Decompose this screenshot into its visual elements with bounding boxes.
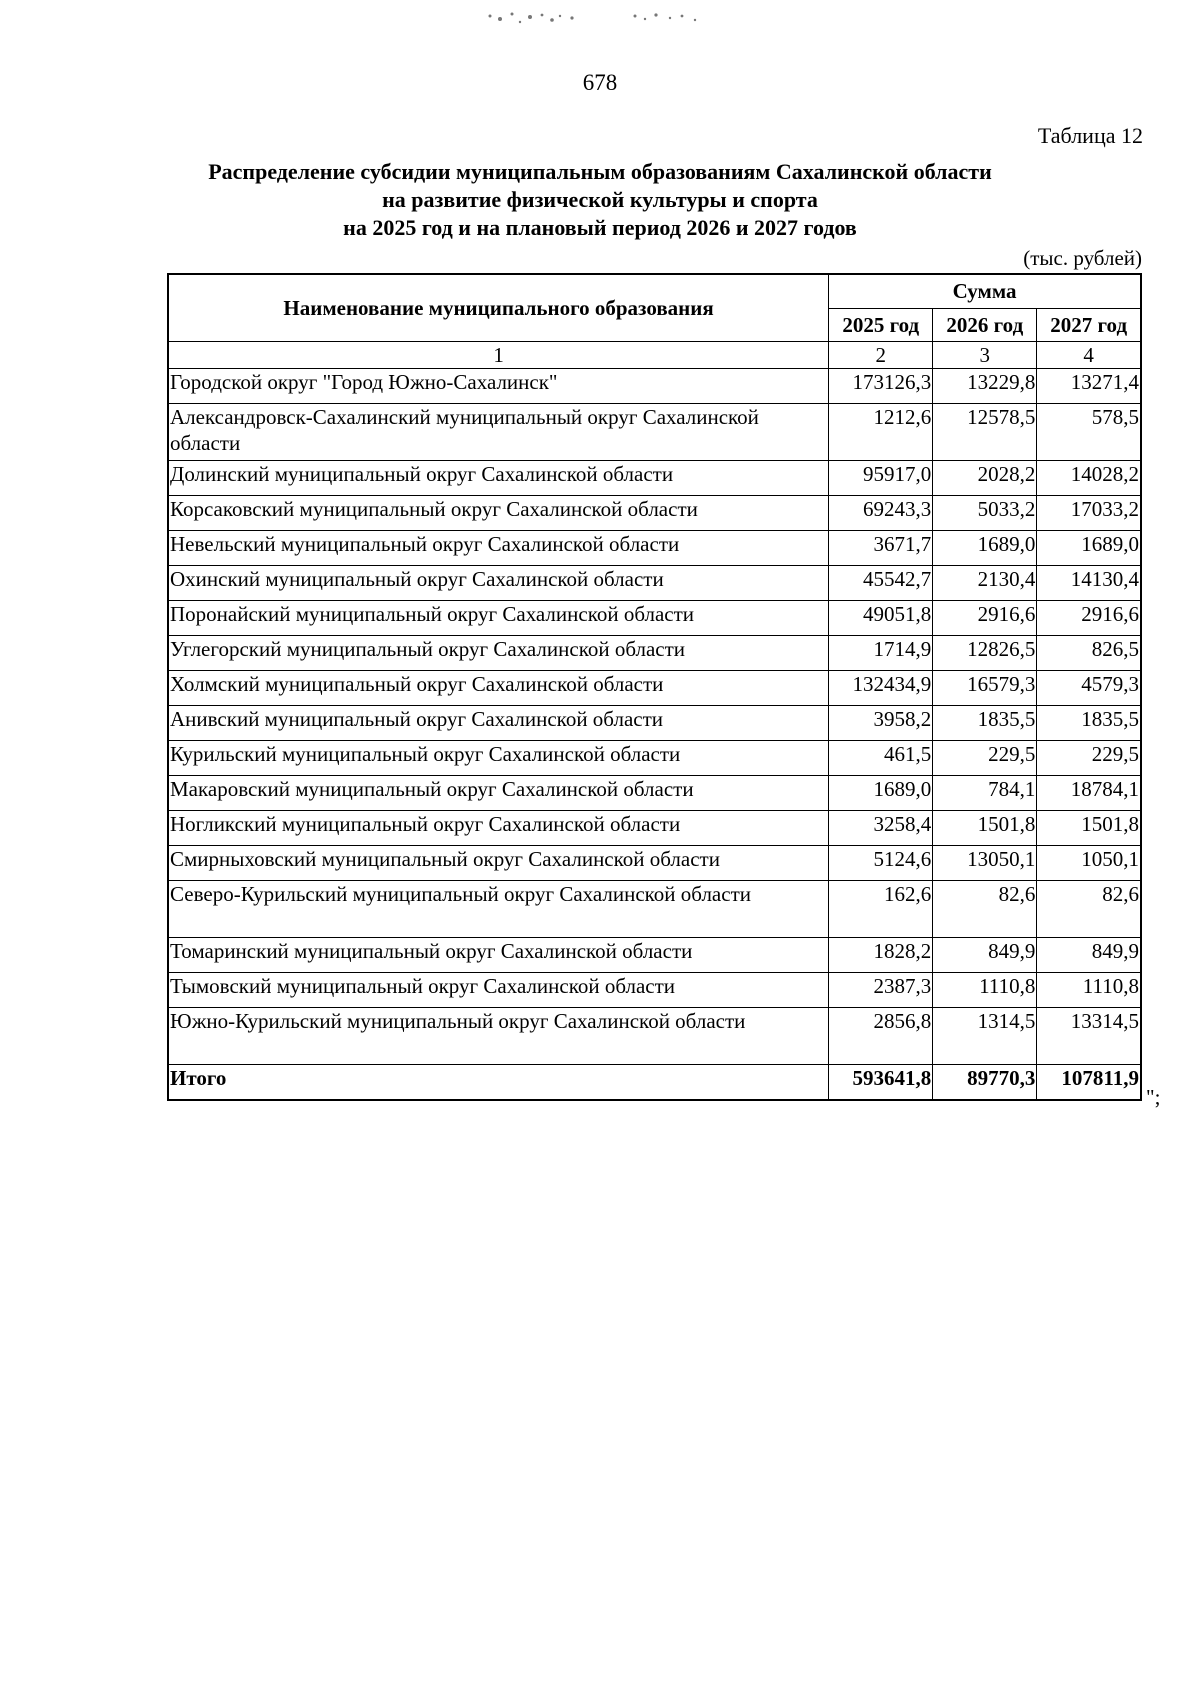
value-2027: 18784,1 — [1037, 776, 1141, 811]
header-name: Наименование муниципального образования — [168, 274, 829, 342]
value-2026: 82,6 — [933, 881, 1037, 938]
column-number: 2 — [829, 342, 933, 369]
row-name: Смирныховский муниципальный округ Сахалинской области — [168, 846, 829, 881]
value-2027: 849,9 — [1037, 938, 1141, 973]
value-2025: 3671,7 — [829, 531, 933, 566]
value-2027: 1110,8 — [1037, 973, 1141, 1008]
value-2026: 16579,3 — [933, 671, 1037, 706]
header-sum: Сумма — [829, 274, 1141, 308]
value-2027: 1689,0 — [1037, 531, 1141, 566]
value-2026: 1110,8 — [933, 973, 1037, 1008]
row-name: Макаровский муниципальный округ Сахалинской области — [168, 776, 829, 811]
row-name: Поронайский муниципальный округ Сахалинской области — [168, 601, 829, 636]
value-2026: 1689,0 — [933, 531, 1037, 566]
value-2026: 13050,1 — [933, 846, 1037, 881]
title-line-2: на развитие физической культуры и спорта — [382, 187, 818, 212]
row-name: Корсаковский муниципальный округ Сахалинской области — [168, 496, 829, 531]
value-2026: 12578,5 — [933, 404, 1037, 461]
value-2025: 173126,3 — [829, 369, 933, 404]
table-label: Таблица 12 — [1037, 123, 1143, 148]
value-2025: 3958,2 — [829, 706, 933, 741]
value-2027: 1835,5 — [1037, 706, 1141, 741]
value-2027: 229,5 — [1037, 741, 1141, 776]
value-2027: 17033,2 — [1037, 496, 1141, 531]
subsidy-table — [167, 273, 1142, 1101]
row-name: Углегорский муниципальный округ Сахалинской области — [168, 636, 829, 671]
closing-quote: "; — [1146, 1085, 1161, 1109]
value-2025: 95917,0 — [829, 461, 933, 496]
column-number: 3 — [933, 342, 1037, 369]
title-line-1: Распределение субсидии муниципальным образованиям Сахалинской области — [208, 159, 992, 184]
value-2026: 1835,5 — [933, 706, 1037, 741]
value-2025: 2856,8 — [829, 1008, 933, 1065]
value-2027: 1501,8 — [1037, 811, 1141, 846]
value-2027: 14028,2 — [1037, 461, 1141, 496]
value-2027: 14130,4 — [1037, 566, 1141, 601]
scan-artifact — [460, 4, 740, 34]
value-2027: 82,6 — [1037, 881, 1141, 938]
value-2027: 826,5 — [1037, 636, 1141, 671]
value-2027: 1050,1 — [1037, 846, 1141, 881]
value-2026: 784,1 — [933, 776, 1037, 811]
value-2025: 69243,3 — [829, 496, 933, 531]
total-2027: 107811,9 — [1037, 1065, 1141, 1101]
value-2026: 849,9 — [933, 938, 1037, 973]
value-2026: 2130,4 — [933, 566, 1037, 601]
value-2025: 1828,2 — [829, 938, 933, 973]
value-2025: 49051,8 — [829, 601, 933, 636]
value-2026: 5033,2 — [933, 496, 1037, 531]
value-2027: 13314,5 — [1037, 1008, 1141, 1065]
value-2025: 1689,0 — [829, 776, 933, 811]
value-2027: 578,5 — [1037, 404, 1141, 461]
row-name: Томаринский муниципальный округ Сахалинской области — [168, 938, 829, 973]
column-number: 1 — [168, 342, 829, 369]
total-2026: 89770,3 — [933, 1065, 1037, 1101]
value-2025: 132434,9 — [829, 671, 933, 706]
value-2025: 2387,3 — [829, 973, 933, 1008]
value-2027: 4579,3 — [1037, 671, 1141, 706]
header-year-2026: 2026 год — [933, 308, 1037, 342]
row-name: Тымовский муниципальный округ Сахалинской области — [168, 973, 829, 1008]
page-number: 678 — [582, 70, 618, 95]
column-number: 4 — [1037, 342, 1141, 369]
row-name: Александровск-Сахалинский муниципальный округ Сахалинской области — [168, 404, 829, 461]
value-2027: 13271,4 — [1037, 369, 1141, 404]
value-2025: 5124,6 — [829, 846, 933, 881]
header-year-2027: 2027 год — [1037, 308, 1141, 342]
row-name: Ногликский муниципальный округ Сахалинской области — [168, 811, 829, 846]
title-line-3: на 2025 год и на плановый период 2026 и 2027 годов — [343, 215, 857, 240]
value-2025: 1212,6 — [829, 404, 933, 461]
row-name: Долинский муниципальный округ Сахалинской области — [168, 461, 829, 496]
row-name: Южно-Курильский муниципальный округ Сахалинской области — [168, 1008, 829, 1065]
value-2026: 13229,8 — [933, 369, 1037, 404]
row-name: Холмский муниципальный округ Сахалинской области — [168, 671, 829, 706]
units-note: (тыс. рублей) — [1023, 246, 1142, 270]
row-name: Курильский муниципальный округ Сахалинской области — [168, 741, 829, 776]
document-title — [120, 158, 1080, 242]
value-2026: 1501,8 — [933, 811, 1037, 846]
row-name: Северо-Курильский муниципальный округ Сахалинской области — [168, 881, 829, 938]
value-2025: 45542,7 — [829, 566, 933, 601]
value-2025: 3258,4 — [829, 811, 933, 846]
value-2026: 12826,5 — [933, 636, 1037, 671]
header-year-2025: 2025 год — [829, 308, 933, 342]
row-name: Охинский муниципальный округ Сахалинской области — [168, 566, 829, 601]
value-2026: 2916,6 — [933, 601, 1037, 636]
value-2025: 1714,9 — [829, 636, 933, 671]
value-2026: 1314,5 — [933, 1008, 1037, 1065]
row-name: Анивский муниципальный округ Сахалинской области — [168, 706, 829, 741]
total-2025: 593641,8 — [829, 1065, 933, 1101]
value-2025: 461,5 — [829, 741, 933, 776]
value-2026: 2028,2 — [933, 461, 1037, 496]
value-2025: 162,6 — [829, 881, 933, 938]
value-2026: 229,5 — [933, 741, 1037, 776]
value-2027: 2916,6 — [1037, 601, 1141, 636]
total-label: Итого — [168, 1065, 829, 1101]
row-name: Невельский муниципальный округ Сахалинской области — [168, 531, 829, 566]
row-name: Городской округ "Город Южно-Сахалинск" — [168, 369, 829, 404]
